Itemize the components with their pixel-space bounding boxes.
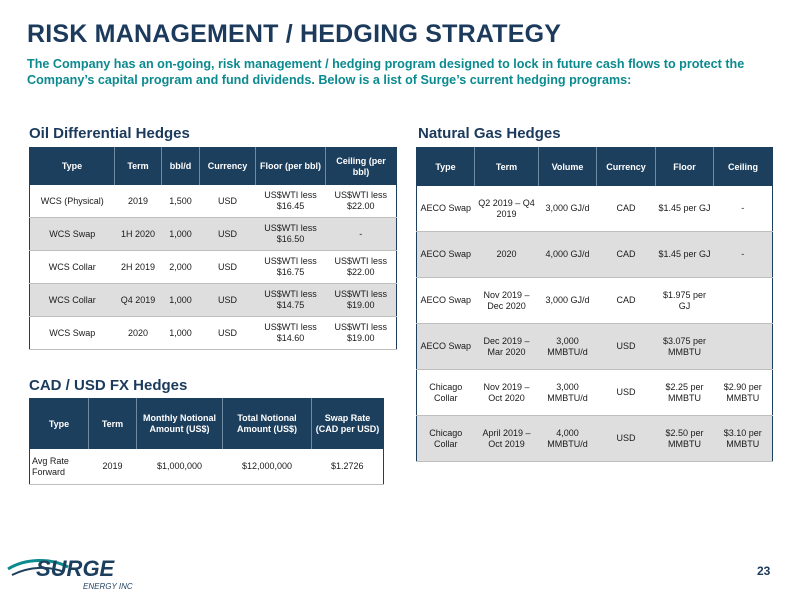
fx-cell-term: 2019 [89,449,137,485]
gas-cell-ceiling: - [714,232,773,278]
fx-hedges-table [29,398,384,485]
oil-hedges-table [29,147,397,350]
oil-cell-currency: USD [200,185,256,218]
gas-cell-volume: 3,000 GJ/d [539,186,597,232]
gas-cell-floor: $1.975 per GJ [656,278,714,324]
oil-cell-term: 2019 [115,185,162,218]
fx-header-total-notional: Total Notional Amount (US$) [223,399,312,450]
gas-cell-term: Nov 2019 – Oct 2020 [475,370,539,416]
logo-name: SURGE [36,556,115,581]
oil-header-type: Type [30,148,115,186]
table-row [417,232,773,278]
oil-cell-volume: 2,000 [162,251,200,284]
gas-cell-type: Chicago Collar [417,416,475,462]
gas-cell-floor: $2.25 per MMBTU [656,370,714,416]
gas-header-ceiling: Ceiling [714,148,773,187]
surge-logo [6,548,136,593]
gas-cell-currency: CAD [597,278,656,324]
gas-cell-type: AECO Swap [417,324,475,370]
gas-header-row [417,148,773,187]
gas-cell-floor: $3.075 per MMBTU [656,324,714,370]
fx-header-swap-rate: Swap Rate (CAD per USD) [312,399,384,450]
gas-header-type: Type [417,148,475,187]
oil-cell-type: WCS Swap [30,317,115,350]
page-number: 23 [757,564,771,578]
oil-cell-currency: USD [200,218,256,251]
oil-header-currency: Currency [200,148,256,186]
oil-cell-ceiling: US$WTI less $22.00 [326,185,397,218]
oil-cell-currency: USD [200,284,256,317]
gas-cell-volume: 4,000 GJ/d [539,232,597,278]
oil-header-term: Term [115,148,162,186]
table-row [417,324,773,370]
table-row [30,317,397,350]
gas-cell-type: AECO Swap [417,278,475,324]
gas-cell-type: AECO Swap [417,232,475,278]
oil-cell-term: 2H 2019 [115,251,162,284]
oil-cell-ceiling: US$WTI less $22.00 [326,251,397,284]
gas-cell-ceiling: $3.10 per MMBTU [714,416,773,462]
oil-cell-ceiling: US$WTI less $19.00 [326,317,397,350]
fx-cell-type: Avg Rate Forward [30,449,89,485]
gas-cell-floor: $1.45 per GJ [656,186,714,232]
gas-header-term: Term [475,148,539,187]
fx-cell-total-notional: $12,000,000 [223,449,312,485]
oil-cell-type: WCS (Physical) [30,185,115,218]
oil-cell-type: WCS Collar [30,284,115,317]
oil-cell-volume: 1,500 [162,185,200,218]
gas-cell-term: 2020 [475,232,539,278]
oil-cell-term: Q4 2019 [115,284,162,317]
page-title: RISK MANAGEMENT / HEDGING STRATEGY [27,20,562,48]
gas-cell-term: April 2019 – Oct 2019 [475,416,539,462]
gas-cell-volume: 3,000 MMBTU/d [539,324,597,370]
oil-cell-floor: US$WTI less $16.75 [256,251,326,284]
gas-cell-ceiling: $2.90 per MMBTU [714,370,773,416]
gas-cell-floor: $2.50 per MMBTU [656,416,714,462]
oil-cell-type: WCS Swap [30,218,115,251]
fx-header-monthly-notional: Monthly Notional Amount (US$) [137,399,223,450]
gas-header-currency: Currency [597,148,656,187]
gas-cell-volume: 3,000 MMBTU/d [539,370,597,416]
fx-hedges-title: CAD / USD FX Hedges [29,377,188,394]
oil-cell-term: 2020 [115,317,162,350]
gas-cell-volume: 3,000 GJ/d [539,278,597,324]
gas-cell-term: Dec 2019 – Mar 2020 [475,324,539,370]
gas-hedges-title: Natural Gas Hedges [418,125,561,142]
gas-cell-currency: USD [597,324,656,370]
oil-header-floor: Floor (per bbl) [256,148,326,186]
gas-cell-currency: CAD [597,186,656,232]
fx-header-term: Term [89,399,137,450]
oil-cell-term: 1H 2020 [115,218,162,251]
gas-hedges-table [416,147,773,462]
gas-cell-currency: CAD [597,232,656,278]
table-row [417,186,773,232]
table-row [417,416,773,462]
table-row [30,449,384,485]
logo-tagline: ENERGY INC [83,582,133,591]
table-row [30,284,397,317]
gas-cell-currency: USD [597,370,656,416]
gas-cell-ceiling [714,324,773,370]
gas-cell-term: Nov 2019 – Dec 2020 [475,278,539,324]
oil-cell-floor: US$WTI less $16.45 [256,185,326,218]
fx-cell-monthly-notional: $1,000,000 [137,449,223,485]
oil-cell-currency: USD [200,317,256,350]
gas-cell-currency: USD [597,416,656,462]
fx-header-row [30,399,384,450]
table-row [30,218,397,251]
gas-cell-volume: 4,000 MMBTU/d [539,416,597,462]
oil-cell-floor: US$WTI less $14.75 [256,284,326,317]
oil-cell-floor: US$WTI less $14.60 [256,317,326,350]
gas-cell-floor: $1.45 per GJ [656,232,714,278]
table-row [417,278,773,324]
table-row [30,251,397,284]
oil-cell-ceiling: US$WTI less $19.00 [326,284,397,317]
fx-cell-swap-rate: $1.2726 [312,449,384,485]
oil-cell-ceiling: - [326,218,397,251]
gas-cell-ceiling: - [714,186,773,232]
oil-cell-volume: 1,000 [162,284,200,317]
oil-header-volume: bbl/d [162,148,200,186]
oil-header-ceiling: Ceiling (per bbl) [326,148,397,186]
oil-cell-floor: US$WTI less $16.50 [256,218,326,251]
oil-hedges-title: Oil Differential Hedges [29,125,190,142]
oil-cell-type: WCS Collar [30,251,115,284]
gas-cell-ceiling [714,278,773,324]
oil-cell-volume: 1,000 [162,317,200,350]
oil-header-row [30,148,397,186]
oil-cell-volume: 1,000 [162,218,200,251]
oil-cell-currency: USD [200,251,256,284]
table-row [30,185,397,218]
gas-header-floor: Floor [656,148,714,187]
gas-header-volume: Volume [539,148,597,187]
surge-wave-icon [6,548,136,593]
gas-cell-type: Chicago Collar [417,370,475,416]
table-row [417,370,773,416]
gas-cell-type: AECO Swap [417,186,475,232]
gas-cell-term: Q2 2019 – Q4 2019 [475,186,539,232]
page-subtitle: The Company has an on-going, risk management / hedging program designed to lock in future cash flows to protect the Company’s capital program and fund dividends. Below is a list of Surge’s current hedging programs: [27,57,745,87]
fx-header-type: Type [30,399,89,450]
